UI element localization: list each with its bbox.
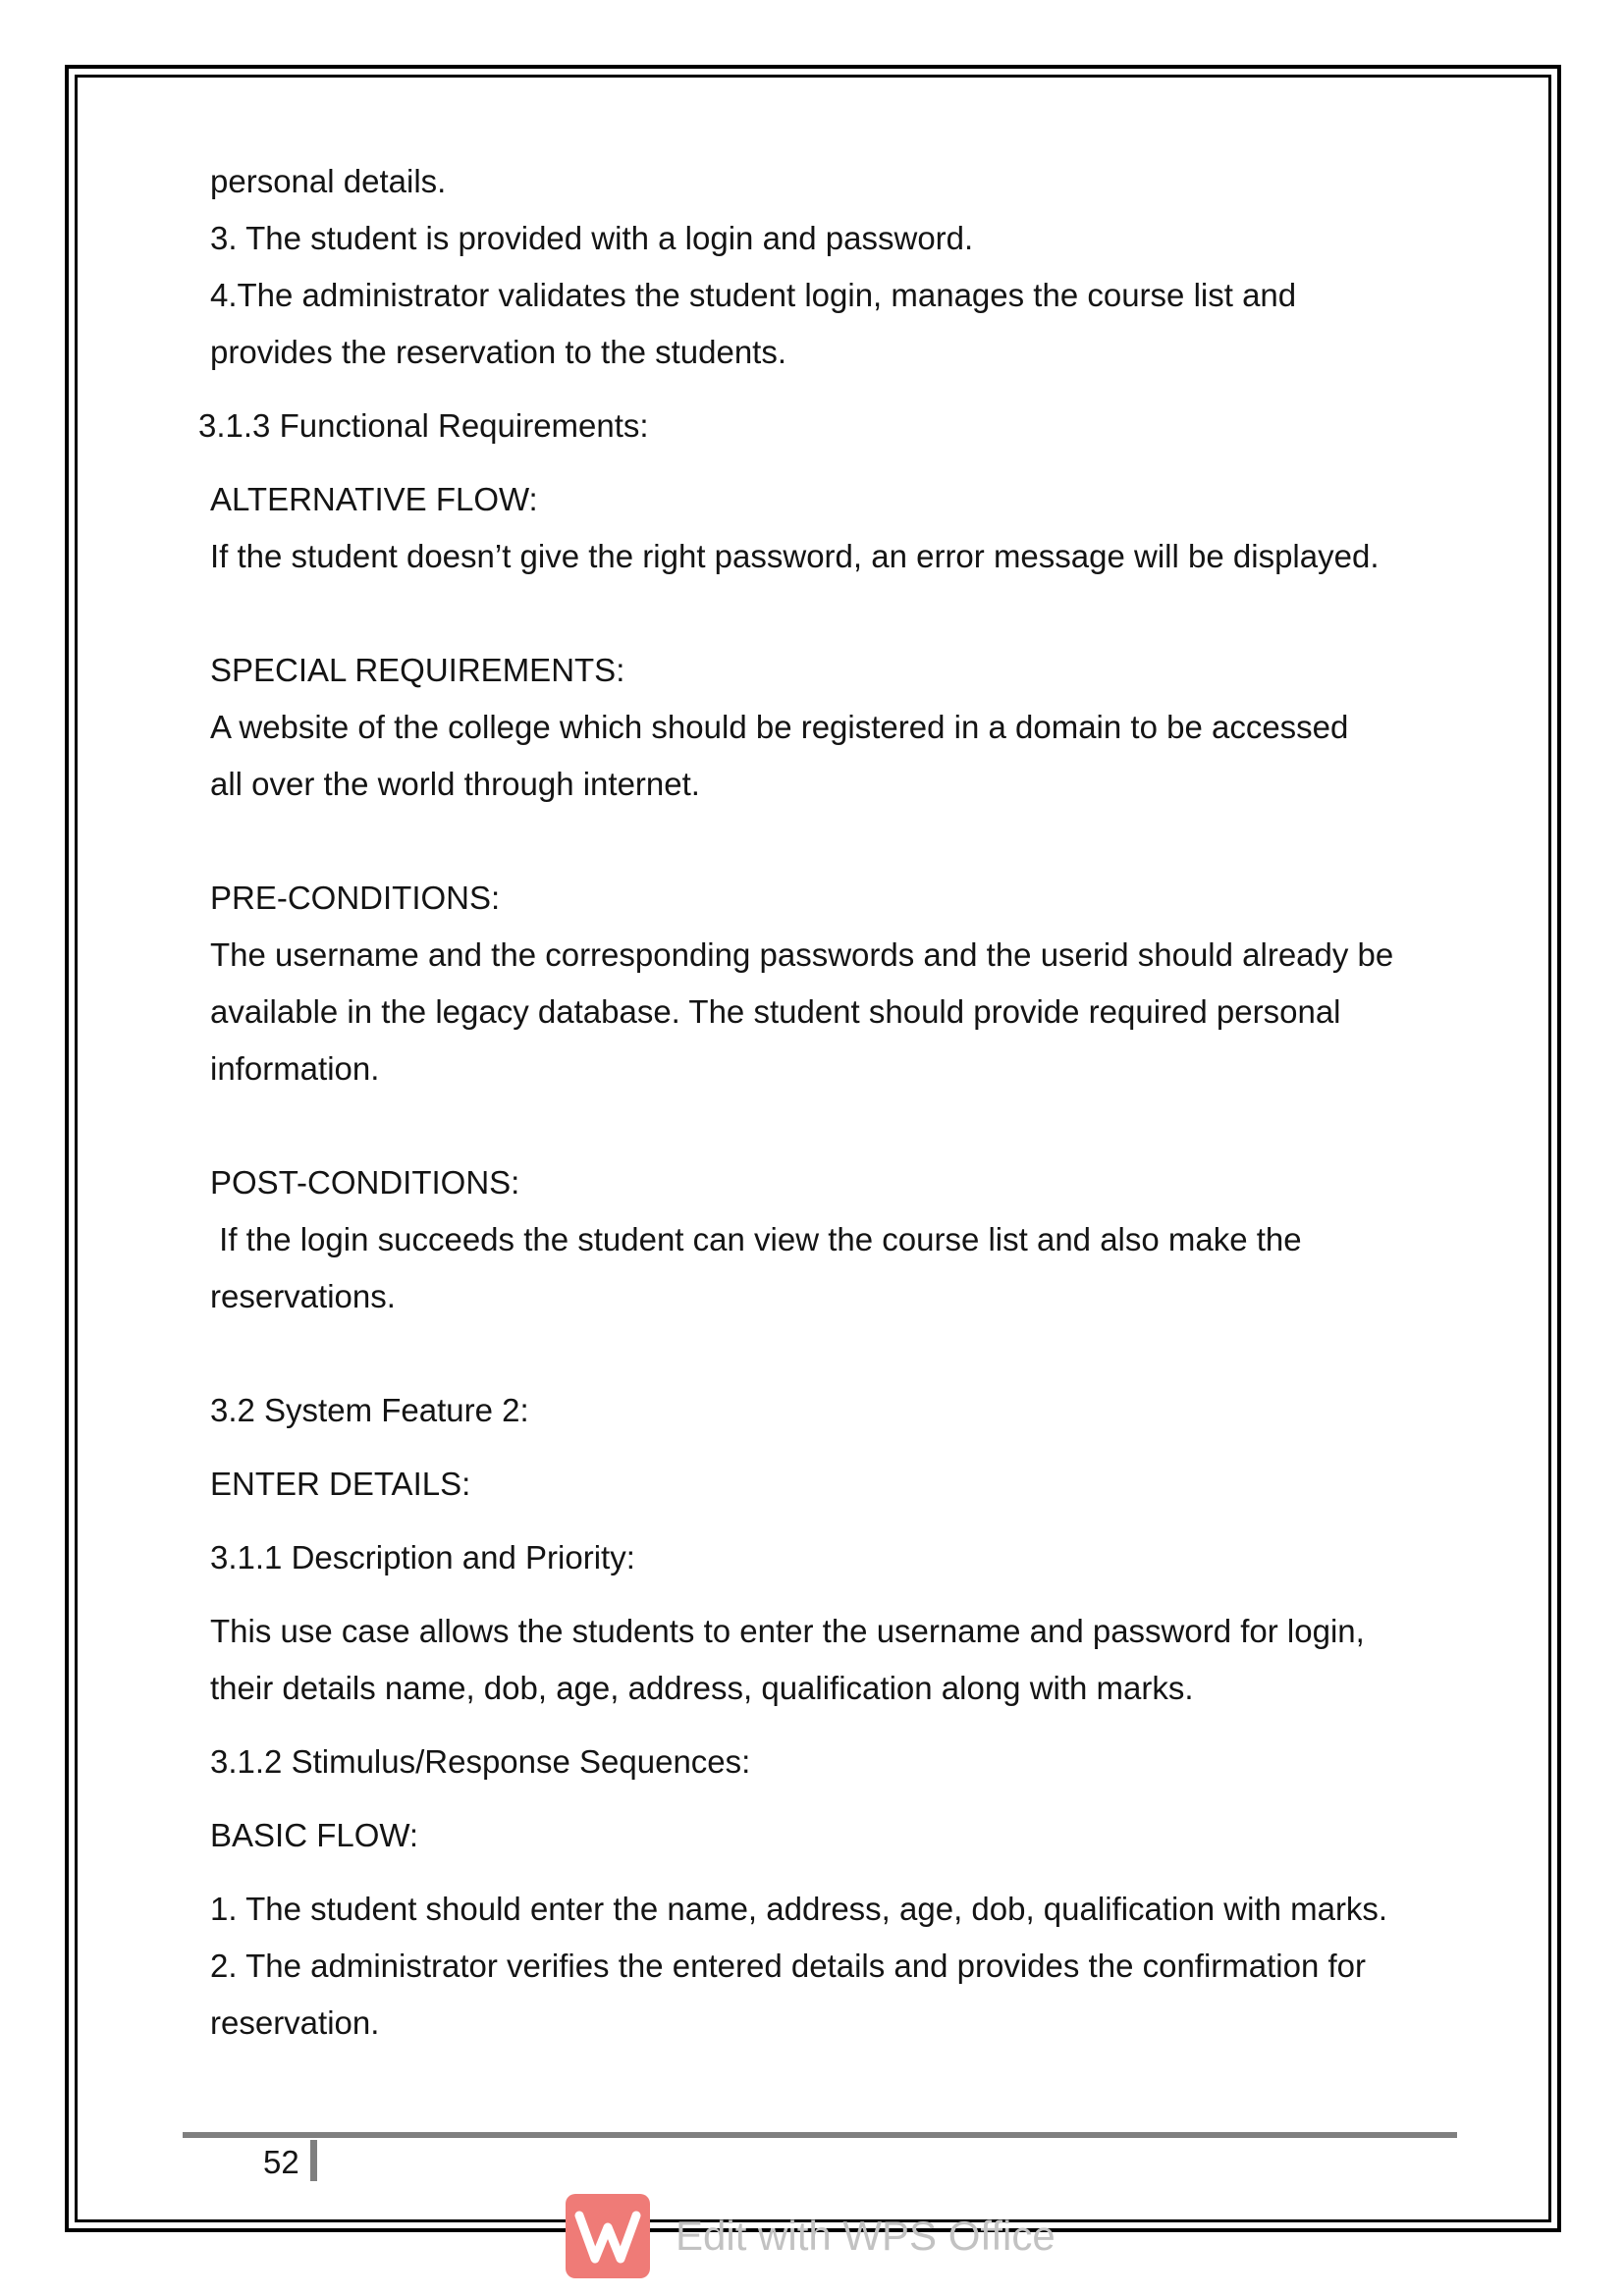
system-feature-2-heading: 3.2 System Feature 2: (210, 1392, 529, 1428)
edit-with-wps-link[interactable]: Edit with WPS Office (676, 2213, 1056, 2259)
section-heading-functional-requirements: 3.1.3 Functional Requirements: (198, 407, 649, 444)
text-line: 4.The administrator validates the student login, manages the course list and (210, 277, 1297, 313)
stimulus-response-heading: 3.1.2 Stimulus/Response Sequences: (210, 1743, 751, 1780)
description-text: This use case allows the students to enter the username and password for login, (210, 1613, 1365, 1649)
page-number: 52 (263, 2144, 299, 2180)
text-line: 3. The student is provided with a login and password. (210, 220, 974, 256)
text-line: personal details. (210, 163, 447, 199)
document-body (198, 153, 1428, 2052)
enter-details-heading: ENTER DETAILS: (210, 1466, 471, 1502)
footer-divider (183, 2132, 1457, 2138)
post-conditions-text: If the login succeeds the student can view the course list and also make the (210, 1221, 1302, 1257)
special-requirements-text: all over the world through internet. (210, 766, 700, 802)
text-line: provides the reservation to the students. (210, 334, 787, 370)
pre-conditions-text: available in the legacy database. The student should provide required personal (210, 993, 1341, 1030)
description-priority-heading: 3.1.1 Description and Priority: (210, 1539, 635, 1575)
alternative-flow-title: ALTERNATIVE FLOW: (210, 481, 538, 517)
basic-flow-step: 2. The administrator verifies the entered details and provides the confirmation for (210, 1948, 1367, 1984)
special-requirements-text: A website of the college which should be registered in a domain to be accessed (210, 709, 1349, 745)
wps-logo-icon[interactable] (566, 2194, 650, 2278)
pre-conditions-title: PRE-CONDITIONS: (210, 880, 501, 916)
page-number-bar (310, 2140, 317, 2181)
description-text: their details name, dob, age, address, qualification along with marks. (210, 1670, 1194, 1706)
pre-conditions-text: information. (210, 1050, 380, 1087)
post-conditions-text: reservations. (210, 1278, 396, 1314)
basic-flow-title: BASIC FLOW: (210, 1817, 419, 1853)
alternative-flow-text: If the student doesn’t give the right password, an error message will be displayed. (210, 538, 1380, 574)
post-conditions-title: POST-CONDITIONS: (210, 1164, 520, 1201)
basic-flow-step: 1. The student should enter the name, address, age, dob, qualification with marks. (210, 1891, 1388, 1927)
basic-flow-step: reservation. (210, 2004, 380, 2041)
special-requirements-title: SPECIAL REQUIREMENTS: (210, 652, 625, 688)
pre-conditions-text: The username and the corresponding passwords and the userid should already be (210, 936, 1394, 973)
